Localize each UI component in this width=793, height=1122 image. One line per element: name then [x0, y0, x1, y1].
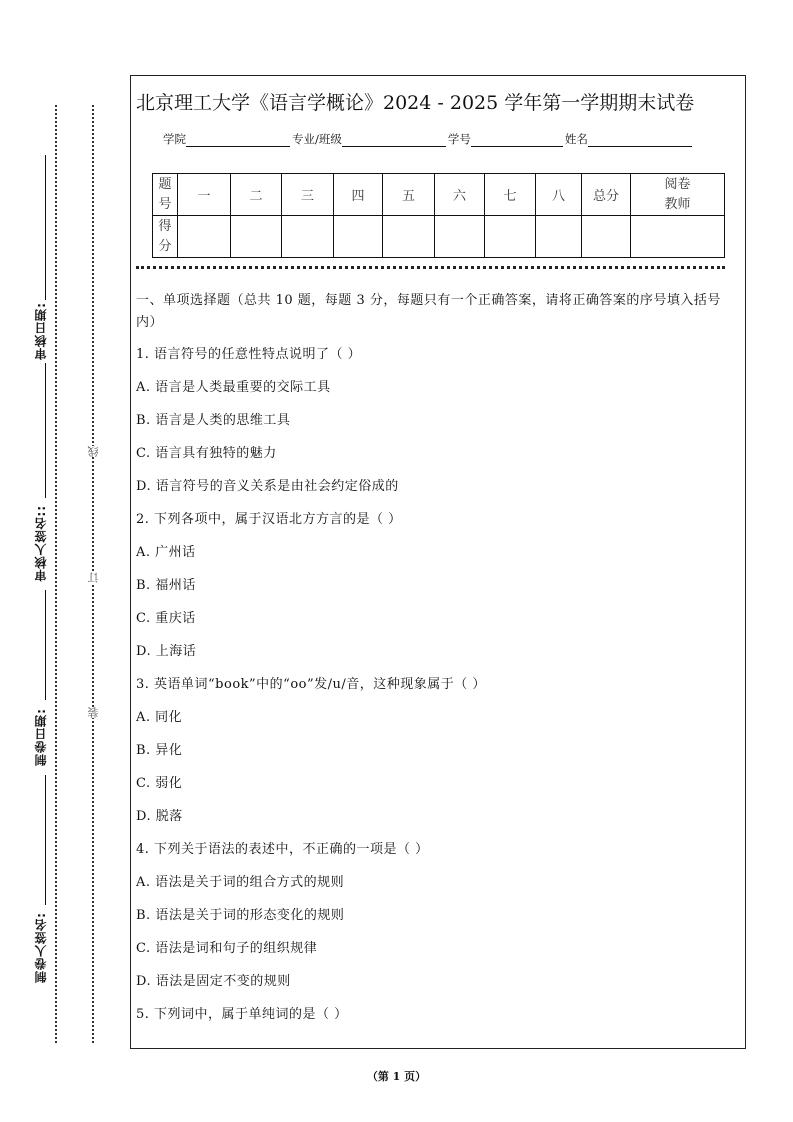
- outer-dotted-line: [55, 105, 57, 1043]
- answer-option: D. 语法是固定不变的规则: [136, 974, 291, 989]
- make-date-underline: [45, 590, 46, 700]
- header-cell: 五: [383, 174, 435, 216]
- header-cell: 七: [485, 174, 536, 216]
- score-table: [152, 173, 725, 258]
- review-date-underline: [45, 155, 46, 300]
- answer-option: A. 语言是人类最重要的交际工具: [136, 380, 331, 395]
- make-date-label: 制卷日期:: [34, 708, 48, 766]
- answer-option: D. 上海话: [136, 644, 197, 659]
- score-cell[interactable]: [231, 216, 282, 258]
- page-number: （第 1 页）: [366, 1070, 427, 1083]
- answer-option: C. 语言具有独特的魅力: [136, 446, 277, 461]
- header-cell: 八: [536, 174, 582, 216]
- college-label: 学院: [163, 132, 186, 146]
- row-label-question-no: 题号: [153, 174, 178, 216]
- header-cell: 六: [435, 174, 485, 216]
- name-label: 姓名: [564, 132, 588, 146]
- score-cell[interactable]: [631, 216, 725, 258]
- maker-sign-label: 制卷人签名:: [34, 912, 48, 983]
- section-intro: 一、单项选择题（总共 10 题，每题 3 分，每题只有一个正确答案，请将正确答案的序号填入括号内）: [136, 293, 721, 330]
- grader-label: 阅卷教师: [664, 176, 691, 212]
- question-stem: 1. 语言符号的任意性特点说明了（ ）: [136, 347, 362, 362]
- name-field[interactable]: [588, 132, 692, 147]
- score-cell[interactable]: [536, 216, 582, 258]
- exam-title: 北京理工大学《语言学概论》2024 - 2025 学年第一学期期末试卷: [136, 92, 695, 114]
- answer-option: D. 脱落: [136, 809, 183, 824]
- answer-option: D. 语言符号的音义关系是由社会约定俗成的: [136, 479, 399, 494]
- major-label: 专业/班级: [292, 132, 342, 146]
- student-id-label: 学号: [447, 132, 471, 146]
- score-cell[interactable]: [282, 216, 334, 258]
- review-date-label: 审核日期:: [34, 302, 48, 360]
- question-stem: 2. 下列各项中，属于汉语北方方言的是（ ）: [136, 512, 402, 527]
- answer-option: C. 弱化: [136, 776, 183, 791]
- question-stem: 4. 下列关于语法的表述中，不正确的一项是（ ）: [136, 842, 429, 857]
- question-list: [136, 344, 736, 1037]
- college-field[interactable]: [186, 132, 290, 147]
- bind-char-staple: 订: [87, 572, 100, 583]
- answer-option: B. 异化: [136, 743, 183, 758]
- score-cell[interactable]: [582, 216, 631, 258]
- reviewer-sign-label: 审核人签名::: [34, 505, 48, 582]
- answer-option: A. 语法是关于词的组合方式的规则: [136, 875, 345, 890]
- dotted-separator: [136, 266, 725, 269]
- answer-option: B. 语法是关于词的形态变化的规则: [136, 908, 345, 923]
- question-stem: 5. 下列词中，属于单纯词的是（ ）: [136, 1007, 348, 1022]
- maker-sign-underline: [45, 775, 46, 905]
- answer-option: B. 福州话: [136, 578, 196, 593]
- header-cell: 二: [231, 174, 282, 216]
- header-cell: [631, 174, 725, 216]
- header-cell: 三: [282, 174, 334, 216]
- answer-option: C. 语法是词和句子的组织规律: [136, 941, 318, 956]
- score-cell[interactable]: [383, 216, 435, 258]
- header-cell: 一: [178, 174, 231, 216]
- score-cell[interactable]: [435, 216, 485, 258]
- header-cell: 总分: [582, 174, 631, 216]
- header-cell: 四: [334, 174, 383, 216]
- score-table-score-row: [153, 216, 725, 258]
- student-id-field[interactable]: [471, 132, 563, 147]
- major-field[interactable]: [342, 132, 446, 147]
- answer-option: A. 广州话: [136, 545, 196, 560]
- question-stem: 3. 英语单词“book”中的“oo”发/u/音，这种现象属于（ ）: [136, 677, 486, 692]
- score-table-header-row: [153, 174, 725, 216]
- bind-char-line: 线: [87, 446, 100, 457]
- bind-char-bind: 装: [87, 707, 100, 718]
- score-cell[interactable]: [334, 216, 383, 258]
- answer-option: B. 语言是人类的思维工具: [136, 413, 291, 428]
- section-single-choice: [136, 290, 736, 1037]
- score-cell[interactable]: [485, 216, 536, 258]
- score-cell[interactable]: [178, 216, 231, 258]
- row-label-score: 得分: [153, 216, 178, 258]
- reviewer-sign-underline: [45, 363, 46, 498]
- answer-option: A. 同化: [136, 710, 183, 725]
- student-info-row: [163, 131, 694, 147]
- answer-option: C. 重庆话: [136, 611, 196, 626]
